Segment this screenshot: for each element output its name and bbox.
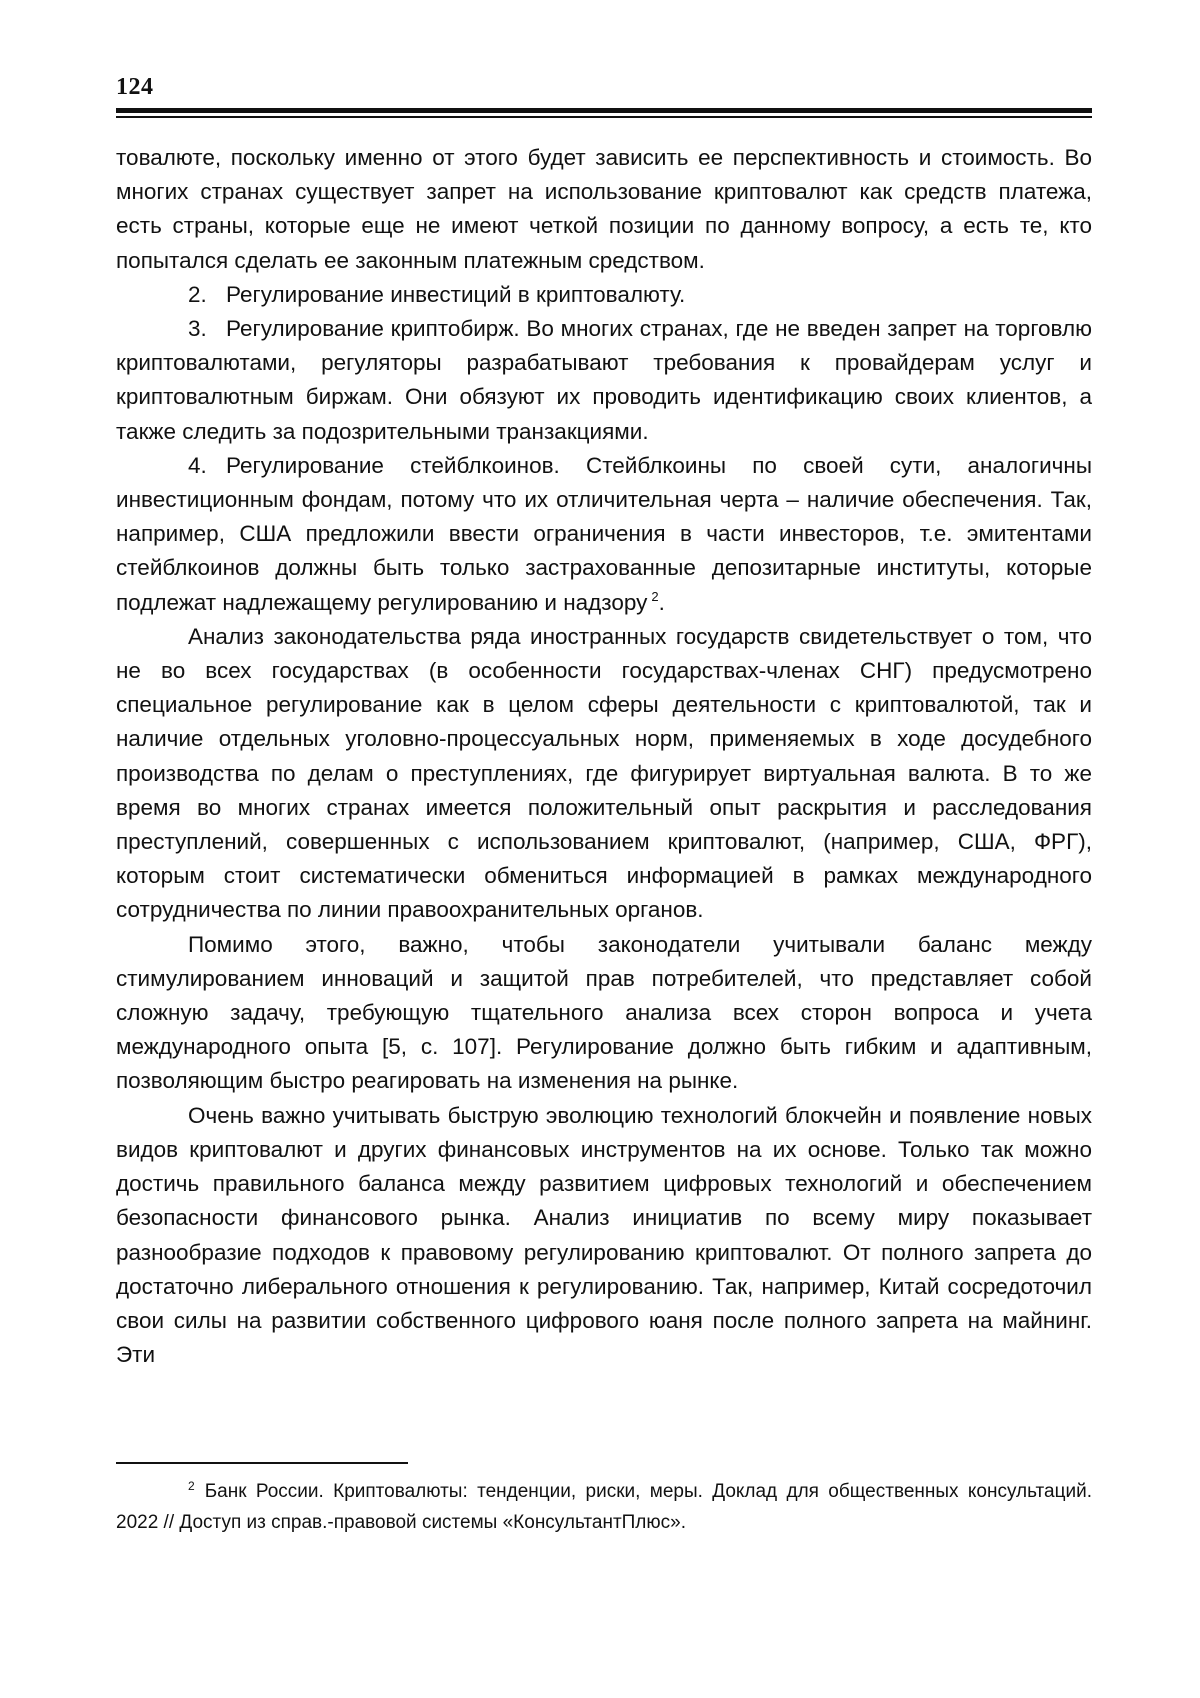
list-number: 4. bbox=[188, 452, 207, 478]
list-item-3 bbox=[116, 312, 1092, 449]
paragraph-analysis: Анализ законодательства ряда иностранных государств свидетельствует о том, что не во всех государствах (в особенности государствах-членах СНГ) предусмотрено специальное регулирование как в целом сферы деятельности с криптовалютой, так и наличие отдельных уголовно-процессуальных норм, применяемых в ходе досудебного производства по делам о преступлениях, где фигурирует виртуальная валюта. В то же время во многих странах имеется положительный опыт раскрытия и расследования преступлений, совершенных с использованием криптовалют, (например, США, ФРГ), которым стоит систематически обмениться информацией в рамках международного сотрудничества по линии правоохранительных органов. bbox=[116, 623, 1092, 923]
list-item-text: Регулирование стейблкоинов. Стейблкоины по своей сути, аналогичны инвестиционным фондам, потому что их отличительная черта – наличие обеспечения. Так, например, США предложили ввести ограничения в части инвесторов, т.е. эмитентами стейблкоинов должны быть только застрахованные депозитарные институты, которые подлежат надлежащему регулированию и надзору bbox=[116, 452, 1092, 615]
list-item-4 bbox=[116, 449, 1092, 620]
page-number: 124 bbox=[116, 74, 154, 100]
body-text bbox=[116, 141, 1092, 1372]
footnote-text: Банк России. Криптовалюты: тенденции, риски, меры. Доклад для общественных консультаций. 2022 // Доступ из справ.-правовой системы «КонсультантПлюс». bbox=[116, 1481, 1092, 1533]
list-item-text: Регулирование инвестиций в криптовалюту. bbox=[226, 281, 686, 307]
header-rule-thick bbox=[116, 108, 1092, 113]
list-item-end: . bbox=[658, 589, 665, 615]
list-number: 3. bbox=[188, 316, 207, 342]
header-rule-thin bbox=[116, 116, 1092, 118]
list-number: 2. bbox=[188, 281, 207, 307]
footnote-marker: 2 bbox=[188, 1478, 195, 1493]
list-item-2 bbox=[116, 278, 1092, 312]
paragraph-balance: Помимо этого, важно, чтобы законодатели учитывали баланс между стимулированием инноваций и защитой прав потребителей, что представляет собой сложную задачу, требующую тщательного анализа всех сторон вопроса и учета международного опыта [5, с. 107]. Регулирование должно быть гибким и адаптивным, позволяющим быстро реагировать на изменения на рынке. bbox=[116, 931, 1092, 1094]
footnote-divider bbox=[116, 1462, 408, 1464]
footnote bbox=[116, 1476, 1092, 1538]
footnote-reference[interactable]: 2 bbox=[651, 589, 659, 605]
list-item-text: Регулирование криптобирж. Во многих странах, где не введен запрет на торговлю криптовалютами, регуляторы разрабатывают требования к провайдерам услуг и криптовалютным биржам. Они обязуют их проводить идентификацию своих клиентов, а также следить за подозрительными транзакциями. bbox=[116, 316, 1092, 444]
paragraph-continuation: товалюте, поскольку именно от этого будет зависить ее перспективность и стоимость. Во многих странах существует запрет на использование криптовалют как средств платежа, есть страны, которые еще не имеют четкой позиции по данному вопросу, а есть те, кто попытался сделать ее законным платежным средством. bbox=[116, 145, 1092, 273]
paragraph-evolution: Очень важно учитывать быструю эволюцию технологий блокчейн и появление новых видов криптовалют и других финансовых инструментов на их основе. Только так можно достичь правильного баланса между развитием цифровых технологий и обеспечением безопасности финансового рынка. Анализ инициатив по всему миру показывает разнообразие подходов к правовому регулированию криптовалют. От полного запрета до достаточно либерального отношения к регулированию. Так, например, Китай сосредоточил свои силы на развитии собственного цифрового юаня после полного запрета на майнинг. Эти bbox=[116, 1102, 1092, 1368]
